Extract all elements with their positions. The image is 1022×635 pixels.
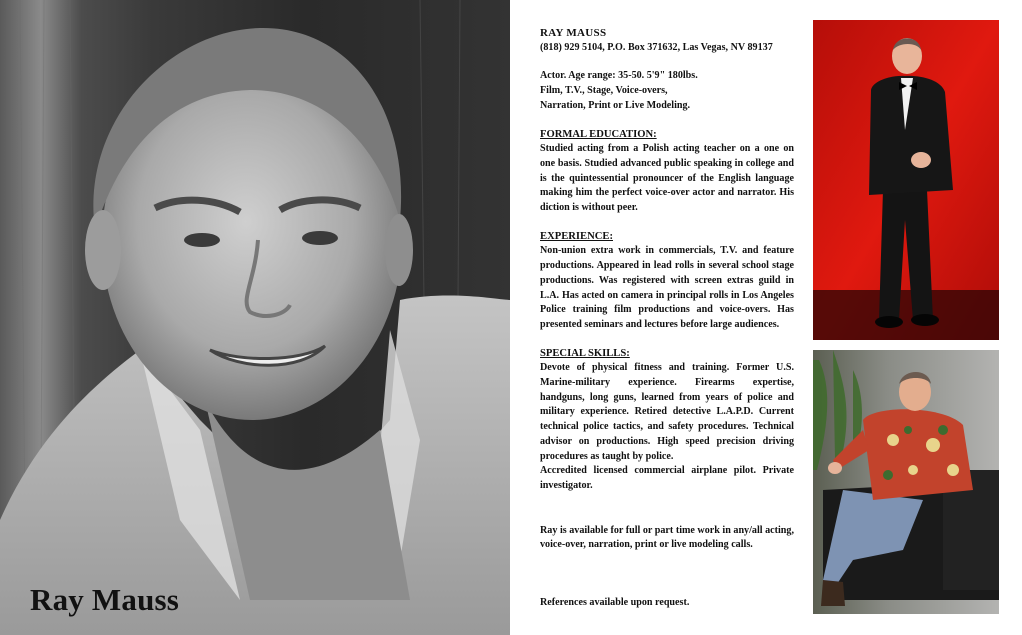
profile-line: Actor. Age range: 35-50. 5'9" 180lbs. xyxy=(540,70,698,82)
education-heading: FORMAL EDUCATION: xyxy=(540,128,657,140)
couch-illustration xyxy=(813,350,999,614)
headshot-caption: Ray Mauss xyxy=(30,582,180,617)
profile-line: Narration, Print or Live Modeling. xyxy=(540,99,691,111)
skills-body: Devote of physical fitness and training. Former U.S. Marine-military experience. Firearms expertise, handguns, long guns, learned from years of police and military experience. Retired detective L.A.P.D. Current technical police tactics, and safety procedures. Technical advisor on productions. High speed precision driving procedures as taught by police. xyxy=(540,362,794,462)
availability-text: Ray is available for full or part time work in any/all acting, voice-over, narration, print or live modeling calls. xyxy=(540,524,794,551)
resume-text-block xyxy=(540,26,794,553)
headshot-illustration xyxy=(0,0,510,635)
experience-heading: EXPERIENCE: xyxy=(540,230,613,242)
headshot-photo xyxy=(0,0,510,635)
skills-heading: SPECIAL SKILLS: xyxy=(540,347,630,359)
education-body: Studied acting from a Polish acting teacher on a one on one basis. Studied advanced public speaking in college and is the quintessential pronouncer of the English language making him the perfect voice-over actor and narrator. His diction is without peer. xyxy=(540,143,794,214)
experience-body: Non-union extra work in commercials, T.V. and feature productions. Appeared in lead rolls in several school stage productions. Was registered with screen extras guild in L.A. Has acted on camera in principal rolls in Los Angeles Police training film productions and voice-overs. Has presented seminars and lectures before large audiences. xyxy=(540,245,794,330)
resume-name: RAY MAUSS xyxy=(540,27,607,39)
skills-extra: Accredited licensed commercial airplane pilot. Private investigator. xyxy=(540,465,794,491)
profile-line: Film, T.V., Stage, Voice-overs, xyxy=(540,85,668,97)
tuxedo-illustration xyxy=(813,20,999,340)
contact-line: (818) 929 5104, P.O. Box 371632, Las Vegas, NV 89137 xyxy=(540,41,773,53)
tuxedo-photo xyxy=(813,20,999,340)
references-note: References available upon request. xyxy=(540,597,690,608)
couch-photo xyxy=(813,350,999,614)
